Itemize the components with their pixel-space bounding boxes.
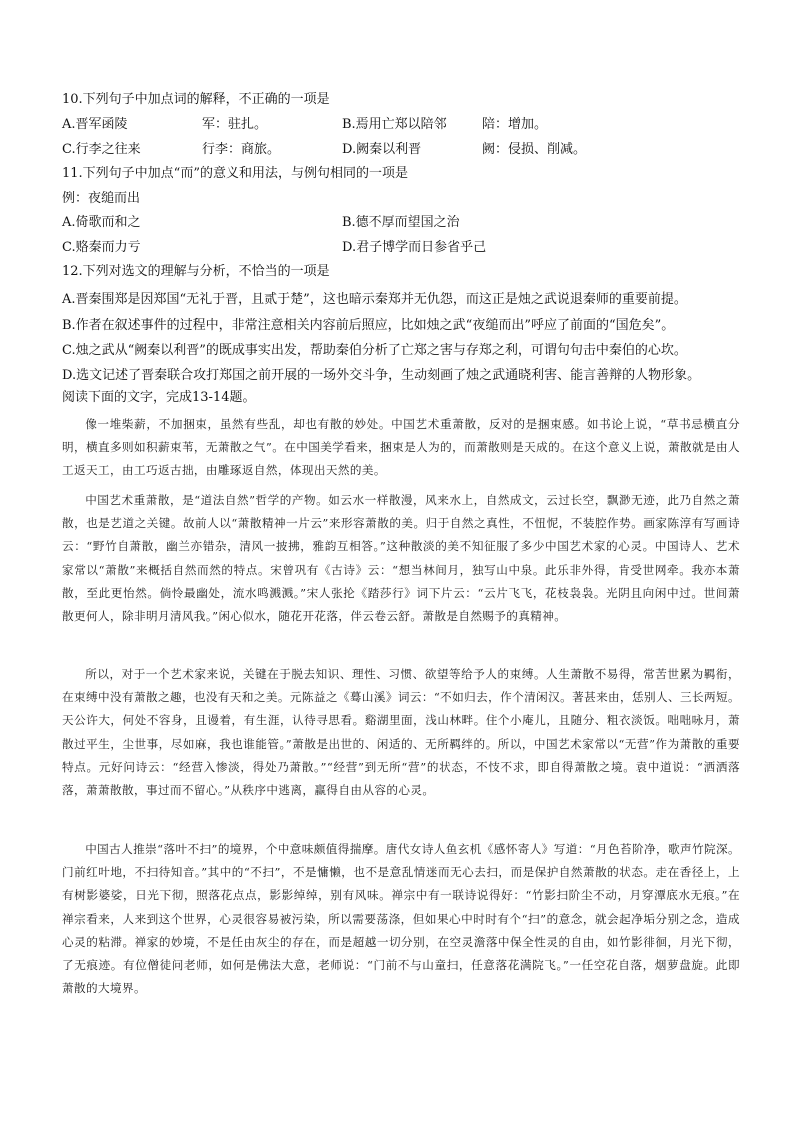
q10-row-ab	[62, 115, 752, 135]
q10-option-b-gloss: 陪：增加。	[482, 117, 548, 132]
passage-paragraph-2: 中国艺术重萧散，是“道法自然”哲学的产物。如云水一样散漫，风来水上，自然成文，云过长空，飘渺无迹，此乃自然之萧散，也是艺道之关键。故前人以“萧散精神一片云”来形容萧散的美。归于自然之真性，不忸怩，不装腔作势。画家陈淳有写画诗云：“野竹自萧散，幽兰亦错杂，清风一披拂，雅韵互相答。”这种散淡的美不知征服了多少中国艺术家的心灵。中国诗人、艺术家常以“萧散”来概括自然而然的特点。宋曾巩有《古诗》云：“想当林间月，独写山中泉。此乐非外得，肯受世网牵。我亦本萧散，至此更怡然。倘怜最幽处，流水鸣溅溅。”宋人张抡《踏莎行》词下片云：“云片飞飞，花枝袅袅。光阴且向闲中过。世间萧散更何人，除非明月清风我。”闲心似水，随花开花落，伴云卷云舒。萧散是自然赐予的真精神。	[62, 493, 740, 624]
q10-stem: 10.下列句子中加点词的解释，不正确的一项是	[62, 92, 330, 107]
q11-row-cd	[62, 238, 752, 258]
q11-option-b: B.德不厚而望国之治	[342, 215, 460, 230]
passage-paragraph-1: 像一堆柴薪，不加捆束，虽然有些乱，却也有散的妙处。中国艺术重萧散，反对的是捆束感。如书论上说，“草书忌横直分明，横直多则如积薪束苇，无萧散之气”。在中国美学看来，捆束是人为的，而萧散则是天成的。在这个意义上说，萧散就是由人工返天工，由工巧返古拙，由雕琢返自然，体现出天然的美。	[62, 417, 740, 478]
passage-paragraph-3: 所以，对于一个艺术家来说，关键在于脱去知识、理性、习惯、欲望等给予人的束缚。人生萧散不易得，常苦世累为羁衔，在束缚中没有萧散之趣，也没有天和之美。元陈益之《蓦山溪》词云：“不如归去，作个清闲汉。著甚来由，恁别人、三长两短。天公许大，何处不容身，且谩着，有生涯，认待寻思看。谿湖里面，浅山林畔。住个小庵儿，且随分、粗衣淡饭。咄咄咏月，萧散过平生，尘世事，尽如麻，我也谁能管。”萧散是出世的、闲适的、无所羁绊的。所以，中国艺术家常以“无营”作为萧散的重要特点。元好问诗云：“经营入惨淡，得处乃萧散。”“经营”到无所“营”的状态，不忮不求，即自得萧散之境。袁中道说：“洒洒落落，萧萧散散，事过而不留心。”从秩序中逃离，赢得自由从容的心灵。	[62, 667, 740, 798]
q11-stem: 11.下列句子中加点“而”的意义和用法，与例句相同的一项是	[62, 166, 408, 181]
q10-option-b: B.焉用亡郑以陪邻	[342, 117, 447, 132]
q11-option-a: A.倚歌而和之	[62, 215, 141, 230]
q10-option-a-gloss: 军：驻扎。	[202, 117, 268, 132]
q12-option-d: D.选文记述了晋秦联合攻打郑国之前开展的一场外交斗争，生动刻画了烛之武通晓利害、能言善辩的人物形象。	[62, 368, 701, 383]
q11-option-c: C.赂秦而力亏	[62, 240, 141, 255]
passage-paragraph-4: 中国古人推崇“落叶不扫”的境界，个中意味颇值得揣摩。唐代女诗人鱼玄机《感怀寄人》写道：“月色苔阶净，歌声竹院深。门前红叶地，不扫待知音。”其中的“不扫”，不是慵懒，也不是意乱情迷而无心去扫，而是保护自然萧散的状态。走在香径上，上有树影婆娑，日光下彻，照落花点点，影影绰绰，别有风味。禅宗中有一联诗说得好：“竹影扫阶尘不动，月穿潭底水无痕。”在禅宗看来，人来到这个世界，心灵很容易被污染，所以需要荡涤，但如果心中时时有个“扫”的意念，就会起净垢分别之念，造成心灵的粘滞。禅家的妙境，不是任由灰尘的存在，而是超越一切分别，在空灵澹落中保全性灵的自由，如竹影徘徊，月光下彻，了无痕迹。有位僧徒问老师，如何是佛法大意，老师说：“门前不与山童扫，任意落花满院飞。”一任空花自落，烟萝盘旋。此即萧散的大境界。	[62, 842, 740, 996]
q11-option-d: D.君子博学而日参省乎己	[342, 240, 487, 255]
q11-example: 例：夜缒而出	[62, 191, 141, 206]
q12-option-b: B.作者在叙述事件的过程中，非常注意相关内容前后照应，比如烛之武“夜缒而出”呼应了前面的“国危矣”。	[62, 318, 675, 333]
q12-option-a: A.晋秦围郑是因郑国“无礼于晋，且贰于楚”，这也暗示秦郑并无仇怨，而这正是烛之武说退秦师的重要前提。	[62, 292, 687, 307]
q10-option-d: D.阙秦以利晋	[342, 142, 422, 157]
q12-option-c: C.烛之武从“阙秦以利晋”的既成事实出发，帮助秦伯分析了亡郑之害与存郑之利，可谓句句击中秦伯的心坎。	[62, 343, 687, 358]
q10-option-a: A.晋军函陵	[62, 117, 128, 132]
q10-row-cd	[62, 140, 752, 160]
q10-option-c: C.行李之往来	[62, 142, 141, 157]
q11-row-ab	[62, 213, 752, 233]
q12-stem: 12.下列对选文的理解与分析，不恰当的一项是	[62, 264, 330, 279]
q10-option-d-gloss: 阙：侵损、削减。	[482, 142, 587, 157]
reading-intro: 阅读下面的文字，完成13-14题。	[62, 390, 256, 405]
q10-option-c-gloss: 行李：商旅。	[202, 142, 281, 157]
